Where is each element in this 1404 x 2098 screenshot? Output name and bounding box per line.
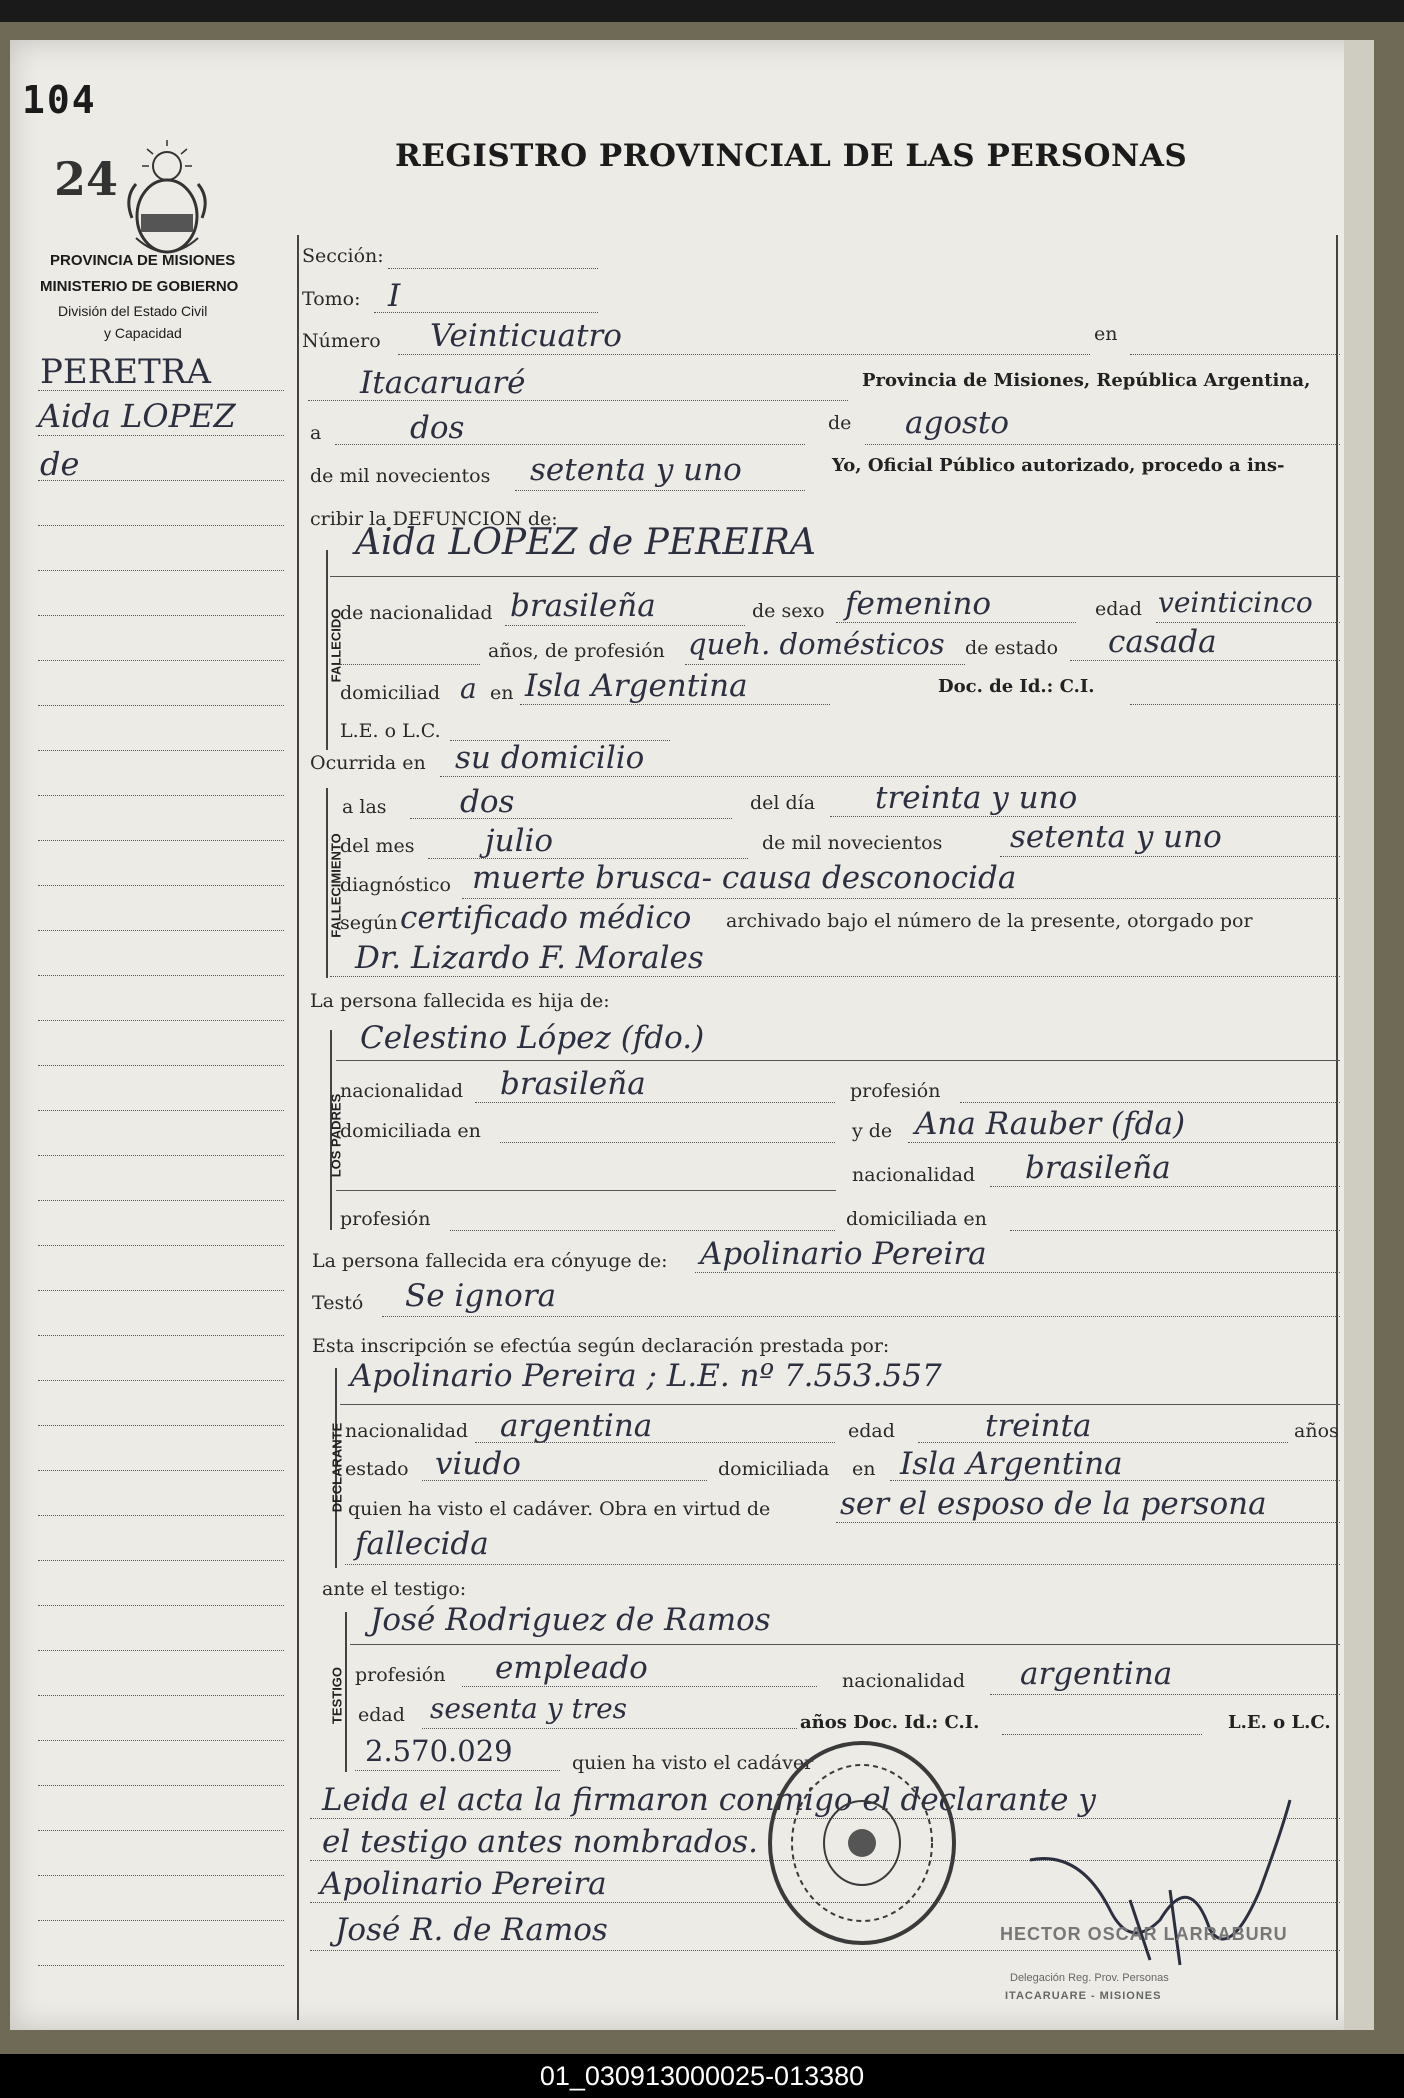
section-testigo: TESTIGO: [329, 1666, 345, 1725]
padre-nac-label: nacionalidad: [340, 1080, 464, 1102]
nacionalidad-label: de nacionalidad: [340, 602, 493, 624]
madre-value: Ana Rauber (fda): [915, 1106, 1186, 1142]
en-label: en: [1094, 323, 1118, 345]
profesion-value: queh. domésticos: [688, 627, 945, 661]
agency-line-1: PROVINCIA DE MISIONES: [50, 252, 236, 269]
inscribir-label: cribir la DEFUNCION de:: [310, 508, 558, 530]
domiciliada-suffix: a: [460, 672, 477, 705]
anos-profesion-label: años, de profesión: [488, 640, 665, 662]
register-page: [10, 40, 1374, 2030]
test-nac-label: nacionalidad: [842, 1670, 966, 1692]
test-ci-value: 2.570.029: [365, 1734, 513, 1768]
de-mil-label-2: de mil novecientos: [762, 832, 943, 854]
agency-line-2: MINISTERIO DE GOBIERNO: [40, 278, 239, 295]
en-label-2: en: [490, 682, 514, 704]
official-seal-icon: [762, 1738, 962, 1948]
leida-line-2: el testigo antes nombrados.: [322, 1824, 759, 1860]
madre-nac-value: brasileña: [1025, 1150, 1171, 1186]
yo-oficial-label: Yo, Oficial Público autorizado, procedo a ins-: [832, 455, 1285, 476]
del-dia-label: del día: [750, 792, 816, 814]
hija-de-label: La persona fallecida es hija de:: [310, 990, 610, 1012]
nombre-value: Aida LOPEZ de PEREIRA: [355, 522, 816, 563]
madre-nac-label: nacionalidad: [852, 1164, 976, 1186]
obra-value-2: fallecida: [355, 1526, 489, 1562]
de-mil-label: de mil novecientos: [310, 465, 491, 487]
madre-prof-label: profesión: [340, 1208, 431, 1230]
book-cover: [0, 22, 1404, 2054]
obra-value: ser el esposo de la persona: [840, 1486, 1267, 1522]
test-edad-value: sesenta y tres: [430, 1692, 628, 1725]
decl-nac-label: nacionalidad: [345, 1420, 469, 1442]
tomo-value: I: [388, 278, 401, 314]
nacionalidad-value: brasileña: [510, 588, 656, 624]
stamp-name: HECTOR OSCAR LARRABURU: [1000, 1924, 1288, 1944]
agency-line-3: División del Estado Civil: [58, 303, 208, 319]
estado-value: casada: [1108, 624, 1217, 660]
folio-number: 24: [54, 152, 119, 206]
mes-value: agosto: [905, 405, 1010, 441]
segun-label: según: [340, 912, 398, 934]
test-le-lc-label: L.E. o L.C.: [1228, 1712, 1331, 1733]
stamp-line-1: Delegación Reg. Prov. Personas: [1010, 1972, 1169, 1984]
section-padres: LOS PADRES: [328, 1093, 344, 1178]
lugar-value: Itacaruaré: [360, 365, 526, 401]
margin-name-2: Aida LOPEZ: [38, 397, 236, 435]
testo-label: Testó: [312, 1292, 364, 1314]
margin-name-1: PERETRA: [40, 352, 211, 392]
decl-dom-value: Isla Argentina: [900, 1446, 1123, 1482]
anos-doc-label: años Doc. Id.: C.I.: [800, 1712, 980, 1733]
section-fallecido: FALLECIDO: [328, 608, 344, 683]
provincia-label: Provincia de Misiones, República Argentina,: [862, 370, 1311, 391]
anio-value: setenta y uno: [530, 452, 742, 488]
decl-estado-label: estado: [345, 1458, 409, 1480]
mes-fallec-value: julio: [485, 823, 554, 859]
number-stamp: 104: [22, 78, 97, 122]
y-de-label: y de: [852, 1120, 893, 1142]
agency-line-4: y Capacidad: [104, 325, 182, 341]
test-prof-value: empleado: [495, 1650, 648, 1686]
anio-fallec-value: setenta y uno: [1010, 819, 1222, 855]
decl-edad-value: treinta: [985, 1408, 1092, 1444]
test-edad-label: edad: [358, 1704, 405, 1726]
numero-value: Veinticuatro: [430, 318, 622, 354]
hora-value: dos: [460, 784, 515, 820]
quien-visto-label: quien ha visto el cadáver. Obra en virtud de: [348, 1498, 771, 1520]
estado-label: de estado: [965, 637, 1059, 659]
medico-value: Dr. Lizardo F. Morales: [355, 940, 704, 976]
inscripcion-label: Esta inscripción se efectúa según declaración prestada por:: [312, 1335, 890, 1357]
le-lc-label: L.E. o L.C.: [340, 720, 441, 742]
conyuge-value: Apolinario Pereira: [700, 1236, 987, 1272]
decl-en-label: en: [852, 1458, 876, 1480]
test-nac-value: argentina: [1020, 1656, 1173, 1692]
edad-label: edad: [1095, 598, 1142, 620]
domicilio-value: Isla Argentina: [525, 668, 748, 704]
ocurrida-label: Ocurrida en: [310, 752, 426, 774]
stamp-line-2: ITACARUARE - MISIONES: [1005, 1990, 1162, 2002]
decl-dom-label: domiciliada: [718, 1458, 830, 1480]
section-declarante: DECLARANTE: [329, 1422, 345, 1513]
testigo-value: José Rodriguez de Ramos: [370, 1602, 771, 1638]
sexo-label: de sexo: [752, 600, 825, 622]
padre-prof-label: profesión: [850, 1080, 941, 1102]
dia-fallec-value: treinta y uno: [875, 780, 1078, 816]
ante-testigo-label: ante el testigo:: [322, 1578, 467, 1600]
quien-visto-2-label: quien ha visto el cadáver: [572, 1752, 814, 1774]
a-las-label: a las: [342, 796, 387, 818]
conyuge-label: La persona fallecida era cónyuge de:: [312, 1250, 668, 1272]
page-edge: [1344, 40, 1374, 2030]
padre-value: Celestino López (fdo.): [360, 1020, 705, 1056]
diagnostico-value: muerte brusca- causa desconocida: [472, 860, 1017, 896]
numero-label: Número: [302, 330, 381, 352]
firma-testigo: José R. de Ramos: [335, 1912, 608, 1948]
diagnostico-label: diagnóstico: [340, 874, 451, 896]
padre-dom-label: domiciliada en: [340, 1120, 481, 1142]
de-label: de: [828, 412, 852, 434]
del-mes-label: del mes: [340, 835, 415, 857]
firma-declarante: Apolinario Pereira: [320, 1866, 607, 1902]
leida-line-1: Leida el acta la firmaron conmigo el declarante y: [322, 1782, 1096, 1818]
ocurrida-value: su domicilio: [455, 740, 645, 776]
section-fallecimiento: FALLECIMIENTO: [328, 833, 344, 938]
seccion-label: Sección:: [302, 245, 384, 267]
edad-value: veinticinco: [1158, 586, 1313, 619]
padre-nac-value: brasileña: [500, 1066, 646, 1102]
test-prof-label: profesión: [355, 1664, 446, 1686]
decl-estado-value: viudo: [435, 1446, 521, 1482]
archivado-label: archivado bajo el número de la presente, otorgado por: [726, 910, 1253, 932]
a-label: a: [310, 422, 322, 444]
declarante-value: Apolinario Pereira ; L.E. nº 7.553.557: [350, 1358, 942, 1394]
decl-anos-label: años: [1294, 1420, 1339, 1442]
doc-label: Doc. de Id.: C.I.: [938, 676, 1095, 697]
decl-nac-value: argentina: [500, 1408, 653, 1444]
testo-value: Se ignora: [405, 1278, 557, 1314]
page-title: REGISTRO PROVINCIAL DE LAS PERSONAS: [395, 138, 1188, 174]
decl-edad-label: edad: [848, 1420, 895, 1442]
coat-of-arms-icon: [122, 138, 212, 268]
madre-dom-label: domiciliada en: [846, 1208, 987, 1230]
margin-name-3: de: [40, 445, 80, 483]
domiciliada-label: domiciliad: [340, 682, 441, 704]
tomo-label: Tomo:: [302, 288, 361, 310]
segun-value: certificado médico: [400, 900, 692, 936]
dia-value: dos: [410, 410, 465, 446]
sexo-value: femenino: [845, 586, 992, 622]
image-id-caption: 01_030913000025-013380: [0, 2054, 1404, 2098]
